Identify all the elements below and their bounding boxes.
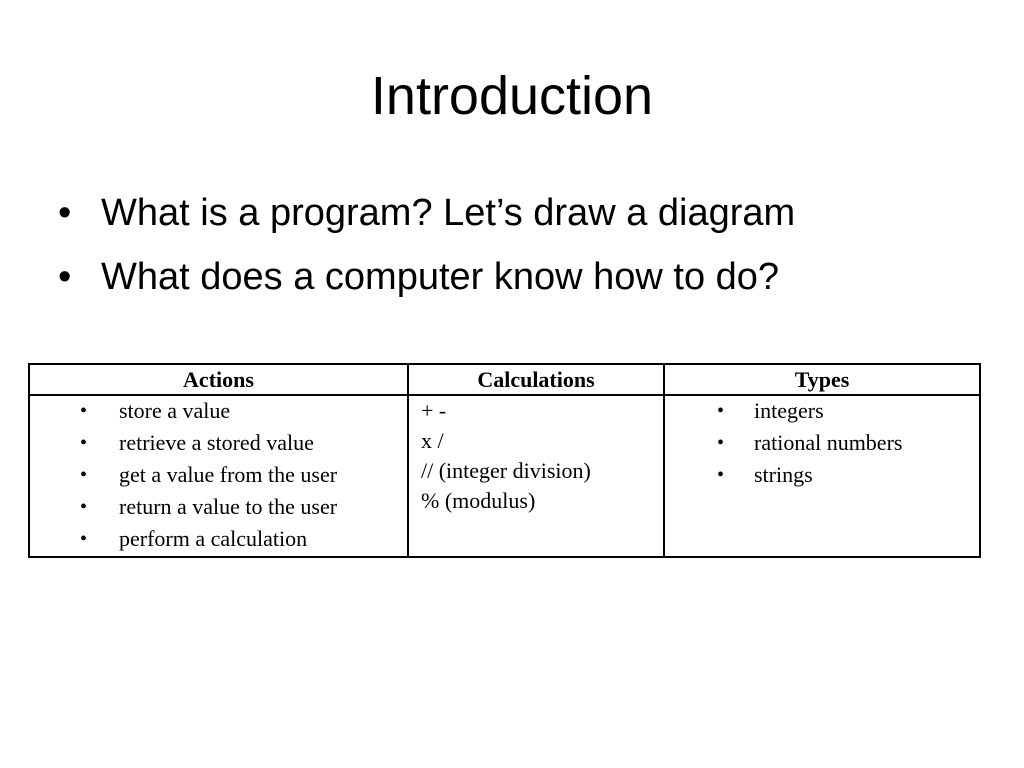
concepts-table-container <box>28 363 981 558</box>
bullet-icon: • <box>58 256 72 298</box>
actions-list <box>30 396 407 556</box>
actions-cell <box>29 395 408 557</box>
bullet-icon: • <box>717 400 725 422</box>
bullet-item <box>58 249 795 313</box>
header-actions: Actions <box>29 364 408 395</box>
calculation-item: + - <box>421 398 447 423</box>
bullet-icon: • <box>717 432 725 454</box>
list-item <box>30 396 407 428</box>
types-list <box>665 396 979 492</box>
bullet-text: What is a program? Let’s draw a diagram <box>101 192 796 234</box>
calculation-item: % (modulus) <box>421 488 536 513</box>
bullet-icon: • <box>717 464 725 486</box>
concepts-table <box>28 363 981 558</box>
bullet-item <box>58 185 795 249</box>
bullet-icon: • <box>80 528 88 550</box>
list-item <box>665 396 979 428</box>
calculation-item: // (integer division) <box>421 458 591 483</box>
list-item <box>665 460 979 492</box>
action-text: perform a calculation <box>119 526 308 551</box>
types-cell <box>664 395 980 557</box>
table-header-row <box>29 364 980 395</box>
bullet-icon: • <box>80 432 88 454</box>
list-item <box>30 428 407 460</box>
type-text: strings <box>754 462 813 487</box>
table-row <box>29 395 980 557</box>
bullet-list <box>58 185 795 313</box>
action-text: store a value <box>119 398 231 423</box>
calculations-cell <box>408 395 664 557</box>
slide-title: Introduction <box>370 66 654 126</box>
list-item <box>665 428 979 460</box>
header-types: Types <box>664 364 980 395</box>
action-text: get a value from the user <box>119 462 338 487</box>
type-text: rational numbers <box>754 430 903 455</box>
type-text: integers <box>754 398 824 423</box>
list-item <box>30 492 407 524</box>
header-calculations: Calculations <box>408 364 664 395</box>
bullet-text: What does a computer know how to do? <box>101 256 780 298</box>
list-item <box>30 524 407 556</box>
action-text: retrieve a stored value <box>119 430 314 455</box>
calculations-list <box>409 396 663 516</box>
bullet-icon: • <box>80 400 88 422</box>
bullet-icon: • <box>58 192 72 234</box>
bullet-icon: • <box>80 496 88 518</box>
list-item <box>30 460 407 492</box>
calculation-item: x / <box>421 428 444 453</box>
action-text: return a value to the user <box>119 494 338 519</box>
bullet-icon: • <box>80 464 88 486</box>
